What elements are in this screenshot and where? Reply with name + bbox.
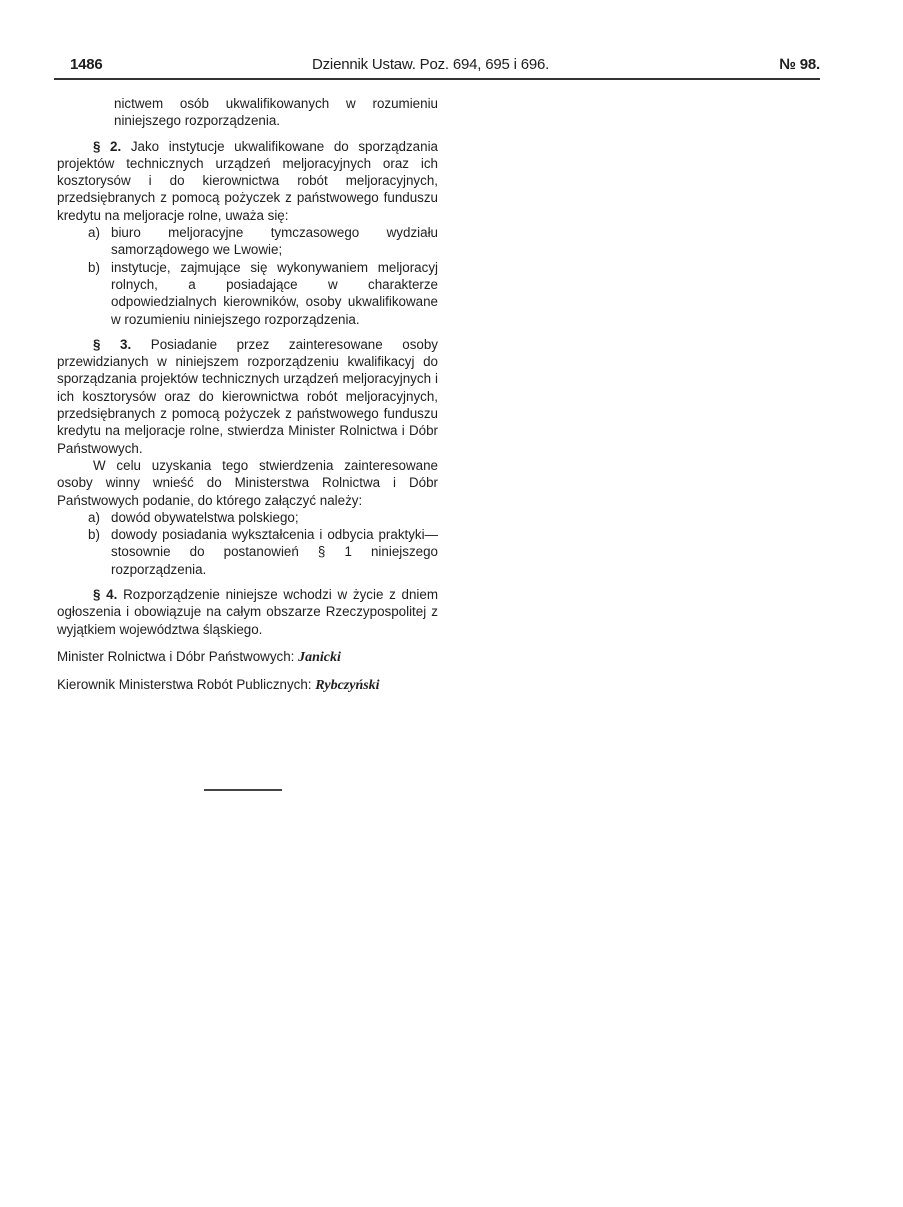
item-label: a): [88, 509, 100, 525]
header-rule: [54, 78, 820, 80]
section-4-paragraph: [57, 586, 438, 638]
section-2-item-b: [57, 259, 438, 328]
section-4-text: Rozporządzenie niniejsze wchodzi w życie z dniem ogłoszenia i obowiązuje na całym obszarze Rzeczypospolitej z wyjątkiem województwa śląskiego.: [57, 587, 438, 637]
signature-name: Janicki: [298, 649, 341, 665]
section-2-text: Jako instytucje ukwalifikowane do sporządzania projektów technicznych urządzeń meljoracyjnych oraz ich kosztorysów i do kierownictwa robót meljoracyjnych, przedsiębranych z pomocą pożyczek z państwowego funduszu kredytu na meljoracje rolne, uważa się:: [57, 138, 438, 223]
signature-name: Rybczyński: [315, 678, 380, 694]
end-separator-rule: [204, 789, 282, 791]
item-text: instytucje, zajmujące się wykonywaniem meljoracyj rolnych, a posiadające w charakterze odpowiedzialnych kierowników, osoby ukwalifikowane w rozumieniu niniejszego rozporządzenia.: [111, 259, 438, 327]
signature-minister: [57, 648, 438, 666]
item-label: a): [88, 225, 100, 241]
item-text: dowody posiadania wykształcenia i odbycia praktyki—stosownie do postanowień § 1 niniejszego rozporządzenia.: [111, 527, 438, 577]
section-3-label: § 3.: [93, 336, 132, 352]
item-text: dowód obywatelstwa polskiego;: [111, 509, 299, 525]
section-3-text: Posiadanie przez zainteresowane osoby przewidzianych w niniejszem rozporządzeniu kwalifikacyj do sporządzania projektów technicznych urządzeń meljoracyjnych i ich kosztorysów oraz do kierownictwa robót meljoracyjnych, przedsiębranych z pomocą pożyczek z państwowego funduszu kredytu na meljoracje rolne, stwierdza Minister Rolnictwa i Dóbr Państwowych.: [57, 336, 438, 456]
signature-role: Minister Rolnictwa i Dóbr Państwowych:: [57, 648, 295, 664]
section-3-item-b: [57, 526, 438, 578]
signature-role: Kierownik Ministerstwa Robót Publicznych:: [57, 677, 312, 693]
item-text: biuro meljoracyjne tymczasowego wydziału samorządowego we Lwowie;: [111, 225, 438, 258]
text-column: [57, 95, 438, 695]
section-2-label: § 2.: [93, 138, 122, 154]
item-label: b): [88, 527, 100, 543]
page-header: [54, 56, 820, 78]
journal-title: Dziennik Ustaw. Poz. 694, 695 i 696.: [312, 56, 550, 73]
page-number: 1486: [70, 56, 103, 73]
section-3-item-a: [57, 509, 438, 526]
section-2-paragraph: [57, 138, 438, 224]
continuation-paragraph: nictwem osób ukwalifikowanych w rozumieniu niniejszego rozporządzenia.: [114, 96, 438, 129]
section-3-paragraph-2: W celu uzyskania tego stwierdzenia zainteresowane osoby winny wnieść do Ministerstwa Rolnictwa i Dóbr Państwowych podanie, do którego załączyć należy:: [57, 457, 438, 508]
issue-number: № 98.: [779, 56, 820, 73]
item-label: b): [88, 259, 100, 275]
section-4-label: § 4.: [93, 587, 118, 603]
section-3-paragraph: [57, 336, 438, 457]
signature-kierownik: [57, 676, 438, 694]
section-2-item-a: [57, 224, 438, 259]
